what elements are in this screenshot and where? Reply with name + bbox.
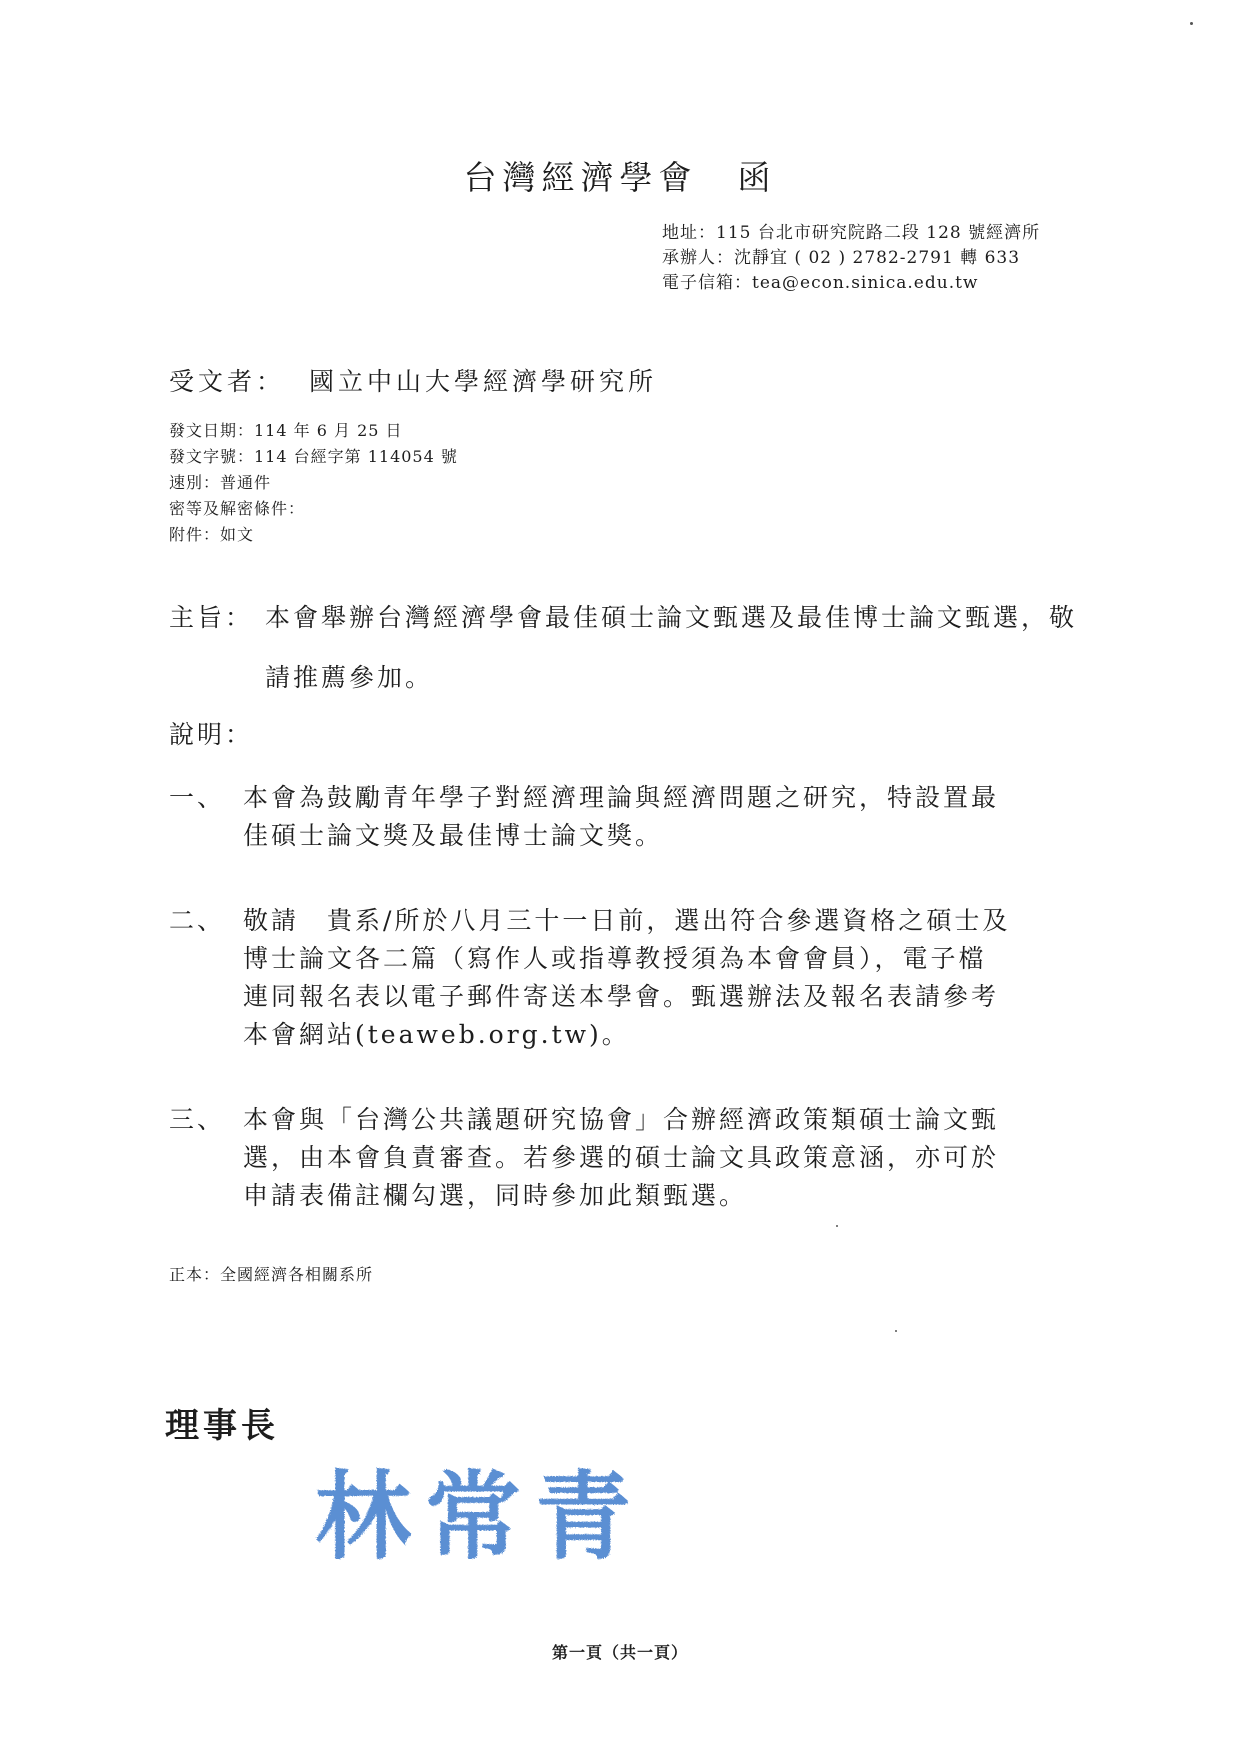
item-line: 佳碩士論文獎及最佳博士論文獎。	[243, 821, 664, 850]
chairman-seal	[290, 1455, 670, 1575]
item-line: 博士論文各二篇（寫作人或指導教授須為本會會員），電子檔	[243, 944, 987, 973]
attachment: 附件：如文	[169, 525, 255, 544]
letter-title	[0, 152, 1240, 199]
item-line: 申請表備註欄勾選，同時參加此類甄選。	[243, 1181, 748, 1210]
item-line: 本會網站(teaweb.org.tw)。	[243, 1020, 630, 1049]
doc-type: 函	[737, 158, 777, 197]
subject-label: 主旨：	[169, 603, 254, 632]
issue-number: 發文字號：114 台經字第 114054 號	[169, 447, 458, 466]
delivery-speed: 速別：普通件	[169, 473, 272, 492]
contact-email: 電子信箱：tea@econ.sinica.edu.tw	[662, 273, 979, 293]
org-name: 台灣經濟學會	[463, 158, 698, 197]
subject-text-line-2: 請推薦參加。	[265, 663, 434, 692]
seal-text: 林常青	[315, 1460, 645, 1573]
chairman-title: 理事長	[165, 1406, 279, 1446]
page-footer: 第一頁（共一頁）	[551, 1643, 688, 1662]
item-line: 連同報名表以電子郵件寄送本學會。甄選辦法及報名表請參考	[243, 982, 1000, 1011]
item-line: 選，由本會負責審查。若參選的碩士論文具政策意涵，亦可於	[243, 1143, 1000, 1172]
item-number: 二、	[169, 906, 226, 935]
recipient-label: 受文者：	[169, 367, 286, 396]
subject-text-line-1: 本會舉辦台灣經濟學會最佳碩士論文甄選及最佳博士論文甄選，敬	[265, 603, 1078, 632]
original-recipients: 正本：全國經濟各相關系所	[169, 1265, 374, 1284]
scan-speck	[836, 1225, 838, 1227]
item-line: 敬請 貴系/所於八月三十一日前，選出符合參選資格之碩士及	[243, 906, 1011, 935]
recipient-line	[169, 362, 657, 398]
item-number: 三、	[169, 1105, 226, 1134]
description-label: 說明：	[169, 720, 254, 749]
issue-date: 發文日期：114 年 6 月 25 日	[169, 421, 403, 440]
recipient-name: 國立中山大學經濟學研究所	[309, 367, 658, 396]
scan-speck	[895, 1330, 897, 1332]
item-number: 一、	[169, 783, 226, 812]
contact-address: 地址：115 台北市研究院路二段 128 號經濟所	[662, 223, 1041, 243]
contact-handler: 承辦人：沈靜宜 ( 02 ) 2782-2791 轉 633	[662, 248, 1021, 268]
item-line: 本會為鼓勵青年學子對經濟理論與經濟問題之研究，特設置最	[243, 783, 1000, 812]
item-line: 本會與「台灣公共議題研究協會」合辦經濟政策類碩士論文甄	[243, 1105, 1000, 1134]
scan-speck	[1190, 22, 1193, 25]
secrecy-level: 密等及解密條件：	[169, 499, 306, 518]
